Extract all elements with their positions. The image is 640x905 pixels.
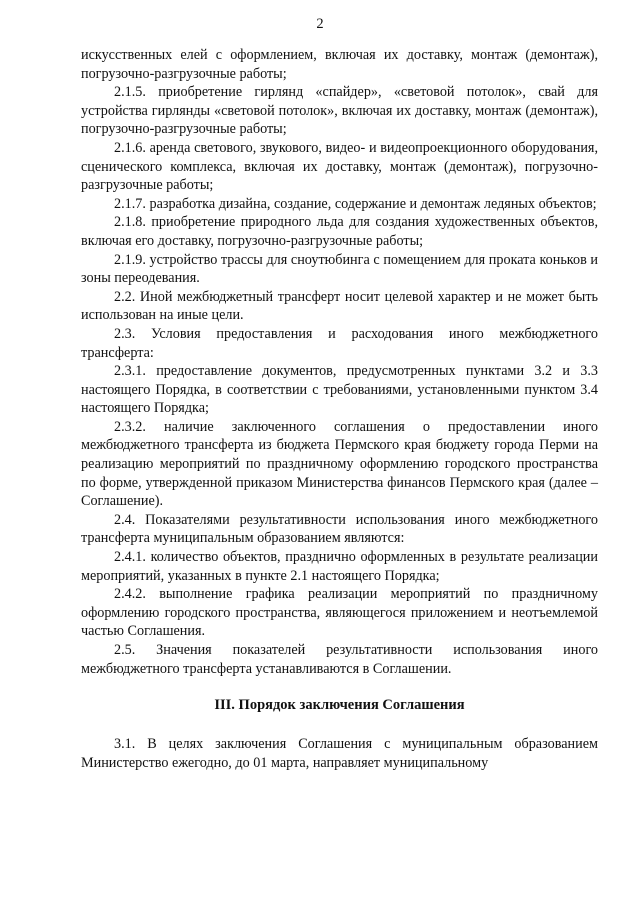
paragraph-2-1-8: 2.1.8. приобретение природного льда для создания художественных объектов, включая его доставку, погрузочно-разгрузочные работы; <box>81 214 598 249</box>
paragraph-continuation: искусственных елей с оформлением, включая их доставку, монтаж (демонтаж), погрузочно-разгрузочные работы; <box>81 47 598 82</box>
paragraph-2-1-7: 2.1.7. разработка дизайна, создание, содержание и демонтаж ледяных объектов; <box>114 195 597 212</box>
paragraph-2-1-9: 2.1.9. устройство трассы для сноутюбинга с помещением для проката коньков и зоны переодевания. <box>81 251 598 287</box>
paragraph-2-5: 2.5. Значения показателей результативности использования иного межбюджетного трансферта устанавливаются в Соглашении. <box>81 642 598 677</box>
paragraph-2-1-6: 2.1.6. аренда светового, звукового, видео- и видеопроекционного оборудования, сценического комплекса, включая их доставку, монтаж (демонтаж), погрузочно-разгрузочные работы; <box>81 139 598 194</box>
paragraph-3-1: 3.1. В целях заключения Соглашения с муниципальным образованием Министерство ежегодно, до 01 марта, направляет муниципальному <box>81 736 598 771</box>
document-body <box>81 46 598 772</box>
paragraph-2-2: 2.2. Иной межбюджетный трансферт носит целевой характер и не может быть использован на иные цели. <box>81 288 598 324</box>
paragraph-2-3-2: 2.3.2. наличие заключенного соглашения о предоставлении иного межбюджетного трансферта из бюджета Пермского края бюджету города Перми на реализацию мероприятий по праздничному оформлению городского пространства по форме, утвержденной приказом Министерства финансов Пермского края (далее – Соглашение). <box>81 418 598 510</box>
paragraph-2-4: 2.4. Показателями результативности использования иного межбюджетного трансферта муниципальным образованием являются: <box>81 511 598 547</box>
paragraph-2-3-1: 2.3.1. предоставление документов, предусмотренных пунктами 3.2 и 3.3 настоящего Порядка, в соответствии с требованиями, установленными пунктом 3.4 настоящего Порядка; <box>81 363 598 417</box>
section-heading: III. Порядок заключения Соглашения <box>214 697 465 714</box>
paragraph-2-4-2: 2.4.2. выполнение графика реализации мероприятий по праздничному оформлению городского пространства, являющегося приложением и неотъемлемой частью Соглашения. <box>81 586 598 640</box>
paragraph-2-3: 2.3. Условия предоставления и расходования иного межбюджетного трансферта: <box>81 325 598 361</box>
paragraph-2-4-1: 2.4.1. количество объектов, празднично оформленных в результате реализации мероприятий, указанных в пункте 2.1 настоящего Порядка; <box>81 549 598 584</box>
paragraph-2-1-5: 2.1.5. приобретение гирлянд «спайдер», «световой потолок», свай для устройства гирлянды «световой потолок», включая их доставку, монтаж (демонтаж), погрузочно-разгрузочные работы; <box>81 84 598 138</box>
page-number: 2 <box>316 16 324 32</box>
